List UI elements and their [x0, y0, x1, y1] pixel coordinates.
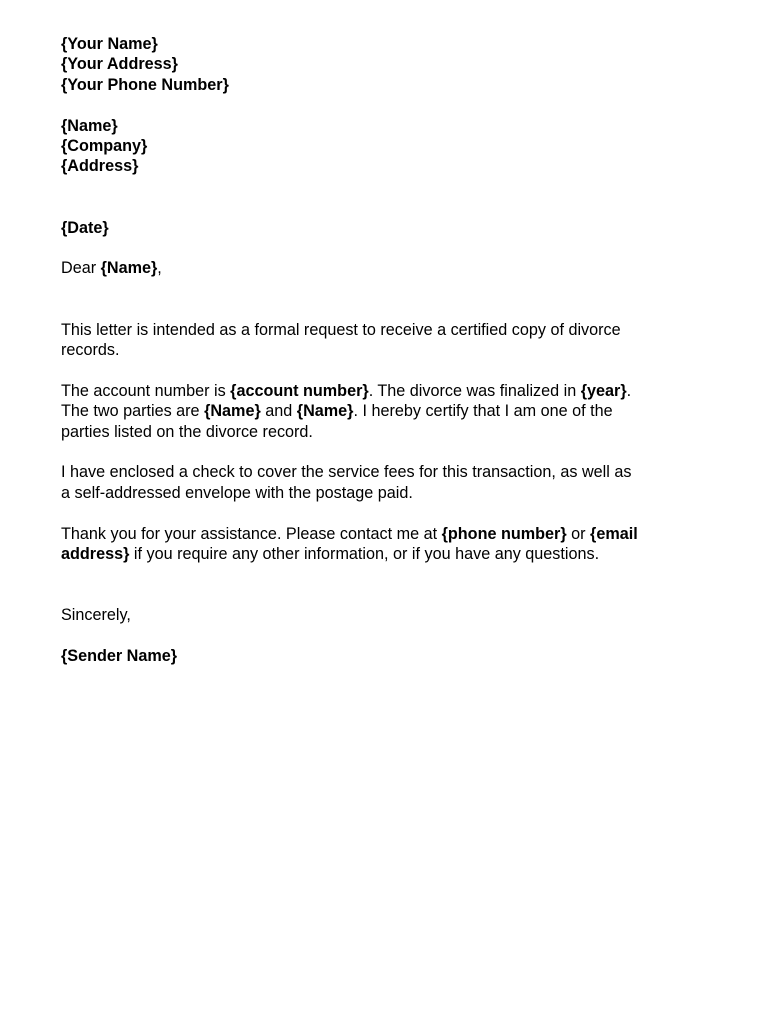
- sender-block: [61, 34, 711, 95]
- party-two-placeholder: {Name}: [296, 402, 354, 421]
- recipient-address: {Address}: [61, 157, 139, 176]
- spacer: [61, 95, 711, 115]
- spacer: [61, 197, 711, 217]
- text-run: if you require any other information, or if you have any questions.: [129, 545, 600, 564]
- spacer: [61, 360, 711, 380]
- sender-address: {Your Address}: [61, 55, 178, 74]
- sender-phone: {Your Phone Number}: [61, 75, 229, 94]
- spacer: [61, 279, 711, 299]
- closing: Sincerely,: [61, 606, 131, 625]
- paragraph-contact: [61, 524, 711, 565]
- party-one-placeholder: {Name}: [204, 402, 261, 421]
- salutation-suffix: ,: [157, 259, 162, 278]
- paragraph-line: This letter is intended as a formal request to receive a certified copy of divorce: [61, 320, 621, 339]
- year-placeholder: {year}: [580, 381, 627, 400]
- paragraph-line: [61, 401, 711, 421]
- paragraph-enclosure: [61, 462, 711, 503]
- spacer: [61, 626, 711, 646]
- spacer: [61, 238, 711, 258]
- text-run: . I hereby certify that I am one of the: [353, 402, 613, 421]
- text-run: and: [260, 402, 297, 421]
- paragraph-line: [61, 544, 711, 564]
- spacer: [61, 503, 711, 523]
- email-placeholder-end: address}: [61, 545, 130, 564]
- sender-name: {Your Name}: [61, 35, 158, 53]
- email-placeholder-start: {email: [590, 524, 638, 543]
- paragraph-line: [61, 381, 711, 401]
- signature-name: {Sender Name}: [61, 647, 178, 665]
- text-run: or: [566, 524, 591, 543]
- text-run: The account number is: [61, 381, 231, 400]
- text-run: .: [626, 381, 632, 400]
- recipient-block: [61, 116, 711, 177]
- spacer: [61, 177, 711, 197]
- phone-number-placeholder: {phone number}: [441, 524, 567, 543]
- text-run: Thank you for your assistance. Please contact me at: [61, 524, 442, 543]
- paragraph-line: I have enclosed a check to cover the service fees for this transaction, as well as: [61, 463, 632, 482]
- paragraph-request: [61, 320, 711, 361]
- spacer: [61, 299, 711, 319]
- text-run: . The divorce was finalized in: [368, 381, 581, 400]
- paragraph-account: [61, 381, 711, 442]
- account-number-placeholder: {account number}: [230, 381, 369, 400]
- spacer: [61, 564, 711, 584]
- paragraph-line: records.: [61, 341, 120, 359]
- paragraph-line: parties listed on the divorce record.: [61, 422, 313, 441]
- paragraph-line: a self-addressed envelope with the postage paid.: [61, 483, 413, 502]
- recipient-name: {Name}: [61, 116, 118, 135]
- paragraph-line: [61, 524, 711, 544]
- letter-date: {Date}: [61, 218, 109, 237]
- spacer: [61, 585, 711, 605]
- salutation: [61, 258, 711, 278]
- text-run: The two parties are: [61, 402, 205, 421]
- recipient-company: {Company}: [61, 137, 148, 156]
- salutation-prefix: Dear: [61, 259, 101, 278]
- salutation-name: {Name}: [100, 259, 158, 278]
- spacer: [61, 442, 711, 462]
- letter-page: [61, 34, 711, 666]
